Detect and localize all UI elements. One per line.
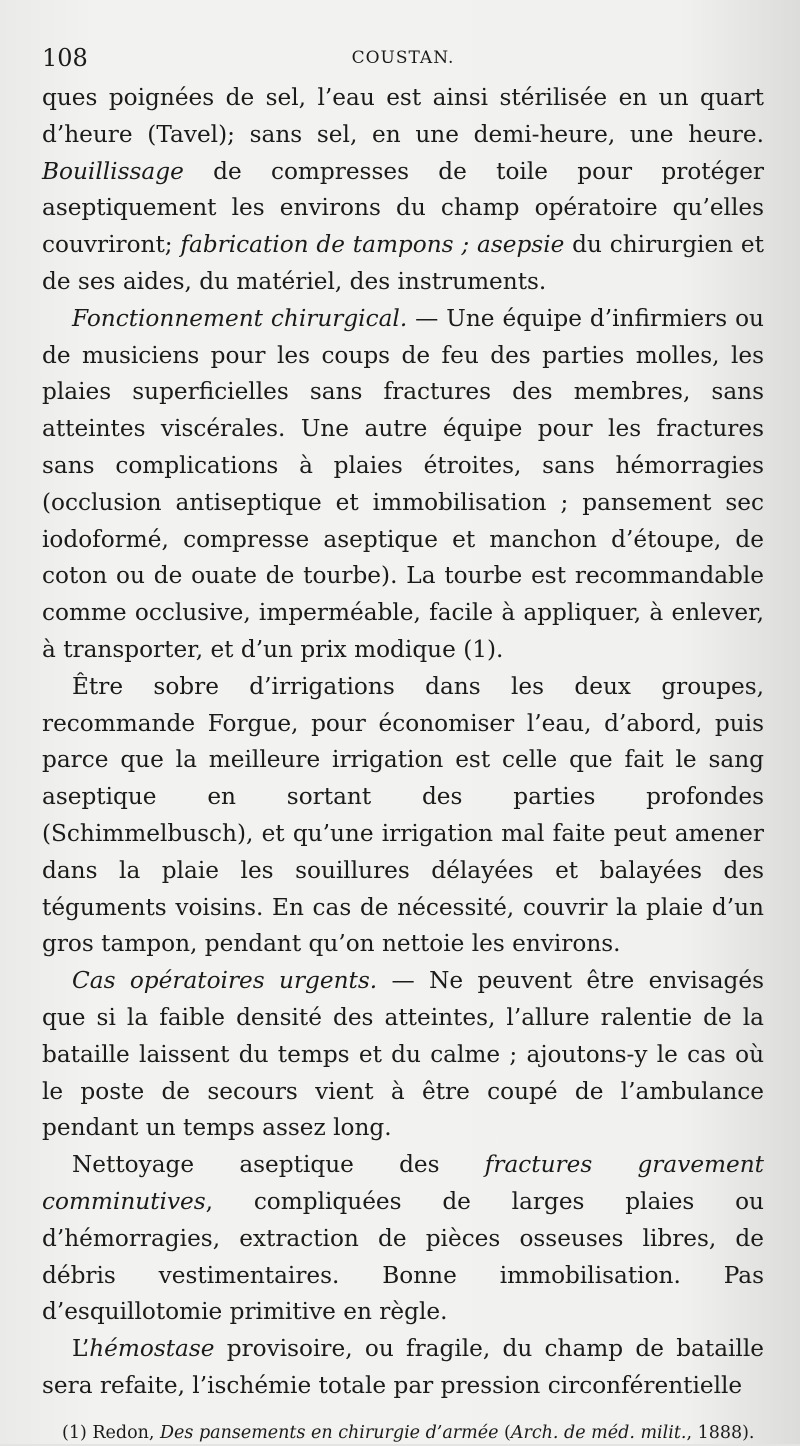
text-run: de compresses de toile pour protéger aseptiquement les environs du champ opératoire qu’elles couvriront; xyxy=(42,157,764,259)
body-text xyxy=(42,80,764,1405)
italic-text: hémostase xyxy=(89,1335,215,1363)
text-run: , 1888). xyxy=(686,1422,755,1443)
text-run: — Une équipe d’infirmiers ou de musiciens pour les coups de feu des parties molles, les plaies superficielles sans fractures des membres, sans atteintes viscérales. Une autre équipe pour les fractures sans complications à plaies étroites, sans hémorragies (occlusion antiseptique et immobilisation ; pansement sec iodoformé, compresse aseptique et manchon d’étoupe, de coton ou de ouate de tourbe). La tourbe est recommandable comme occlusive, imperméable, facile à appliquer, à enlever, à transporter, et d’un prix modique (1). xyxy=(42,304,764,663)
italic-text: Cas opératoires urgents. xyxy=(72,967,378,995)
text-run: — Ne peuvent être envisagés que si la faible densité des atteintes, l’allure ralentie de la bataille laissent du temps et du calme ; ajoutons-y le cas où le poste de secours vient à être coupé de l’ambulance pendant un temps assez long. xyxy=(42,967,764,1142)
text-run: L’ xyxy=(72,1335,90,1363)
text-run: Être sobre d’irrigations dans les deux groupes, recommande Forgue, pour économiser l’eau, d’abord, puis parce que la meilleure irrigation est celle que fait le sang aseptique en sortant des parties profondes (Schimmelbusch), et qu’une irrigation mal faite peut amener dans la plaie les souillures délayées et balayées des téguments voisins. En cas de nécessité, couvrir la plaie d’un gros tampon, pendant qu’on nettoie les environs. xyxy=(42,672,764,958)
page-number: 108 xyxy=(42,44,88,72)
italic-text: Fonctionnement chirurgical. xyxy=(72,304,408,332)
paragraph xyxy=(42,1147,764,1331)
italic-text: Des pansements en chirurgie d’armée xyxy=(160,1422,499,1443)
footnote xyxy=(42,1421,764,1446)
paragraph xyxy=(42,1331,764,1405)
italic-text: fractures gravement comminutives xyxy=(42,1151,765,1215)
paragraph xyxy=(42,80,764,301)
text-run: (1) Redon, xyxy=(62,1422,161,1443)
text-run: provisoire, ou fragile, du champ de bataille sera refaite, l’ischémie totale par pression circonférentielle xyxy=(42,1335,764,1399)
paragraph xyxy=(42,669,764,963)
text-run: , compliquées de larges plaies ou d’hémorragies, extraction de pièces osseuses libres, de débris vestimentaires. Bonne immobilisation. Pas d’esquillotomie primitive en règle. xyxy=(42,1187,764,1326)
text-run: Nettoyage aseptique des xyxy=(72,1151,485,1179)
italic-text: Arch. de méd. milit. xyxy=(510,1422,687,1443)
text-run: ques poignées de sel, l’eau est ainsi stérilisée en un quart d’heure (Tavel); sans sel, en une demi-heure, une heure. xyxy=(42,84,764,148)
text-run: ( xyxy=(498,1422,511,1443)
text-run: du chirurgien et de ses aides, du matériel, des instruments. xyxy=(42,231,764,295)
paragraph xyxy=(42,963,764,1147)
running-title: COUSTAN. xyxy=(351,48,455,68)
paragraph xyxy=(42,301,764,669)
italic-text: fabrication de tampons ; asepsie xyxy=(180,231,565,259)
running-head xyxy=(42,38,764,78)
footnote-separator xyxy=(42,1405,764,1415)
italic-text: Bouillissage xyxy=(42,157,184,185)
